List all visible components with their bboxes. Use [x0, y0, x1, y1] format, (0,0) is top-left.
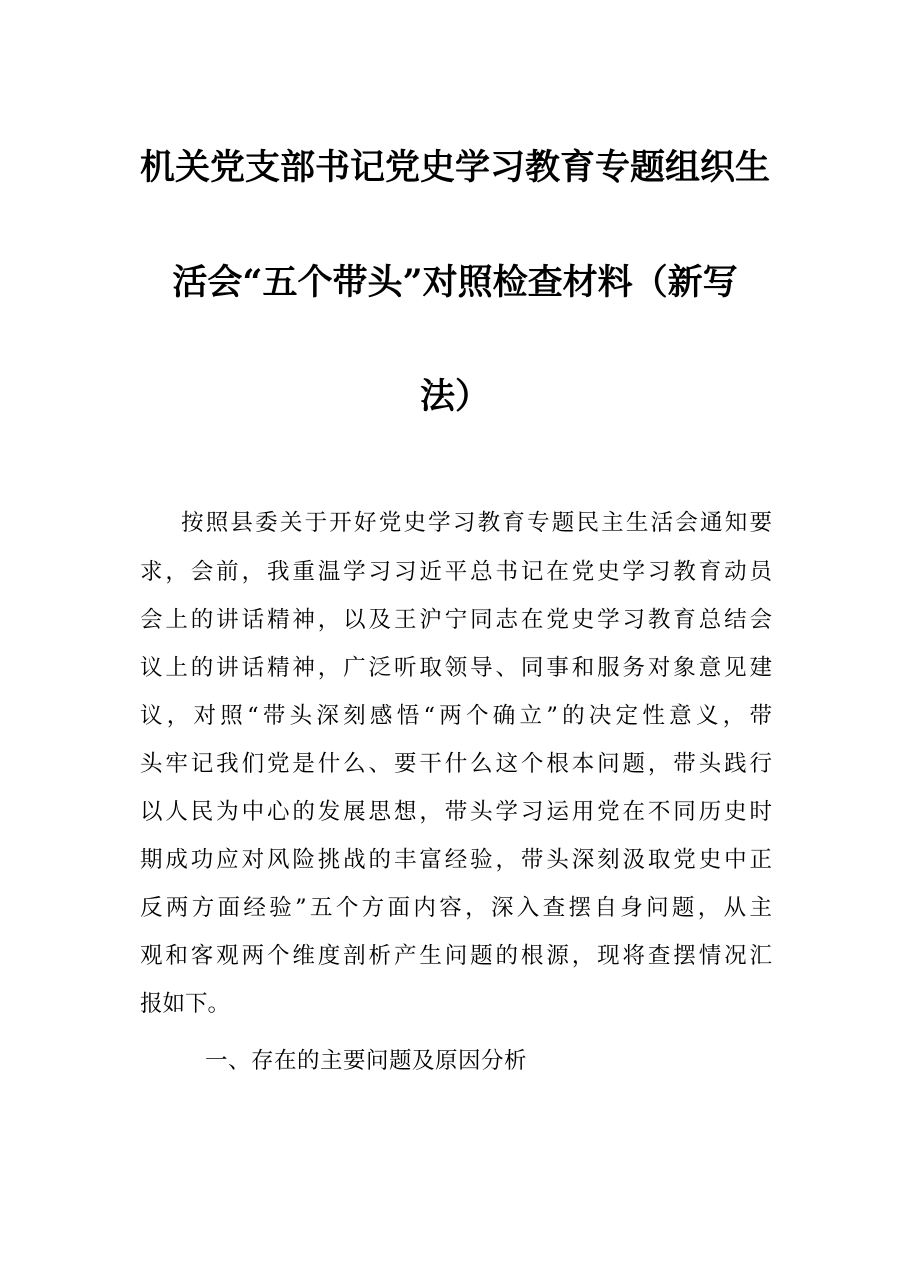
body-line-4: 议上的讲话精神，广泛听取领导、同事和服务对象意见建 [140, 655, 772, 681]
body-line-2: 求，会前，我重温学习习近平总书记在党史学习教育动员 [140, 559, 772, 585]
body-line-5: 议，对照“带头深刻感悟“两个确立”的决定性意义，带 [140, 703, 772, 729]
body-line-1: 按照县委关于开好党史学习教育专题民主生活会通知要 [181, 510, 772, 536]
body-line-7: 以人民为中心的发展思想，带头学习运用党在不同历史时 [140, 799, 772, 825]
body-line-10: 观和客观两个维度剖析产生问题的根源，现将查摆情况汇 [140, 943, 772, 969]
title-line-1: 机关党支部书记党史学习教育专题组织生 [139, 147, 770, 188]
body-line-6: 头牢记我们党是什么、要干什么这个根本问题，带头践行 [140, 751, 772, 777]
body-line-3: 会上的讲话精神，以及王沪宁同志在党史学习教育总结会 [140, 607, 772, 633]
body-line-9: 反两方面经验”五个方面内容，深入查摆自身问题，从主 [140, 895, 772, 921]
body-line-11: 报如下。 [140, 991, 231, 1017]
title-line-2: 活会“五个带头”对照检查材料（新写 [172, 262, 738, 303]
title-line-3: 法） [419, 376, 490, 417]
section-heading: 一、存在的主要问题及原因分析 [205, 1048, 528, 1074]
body-line-8: 期成功应对风险挑战的丰富经验，带头深刻汲取党史中正 [140, 847, 772, 873]
